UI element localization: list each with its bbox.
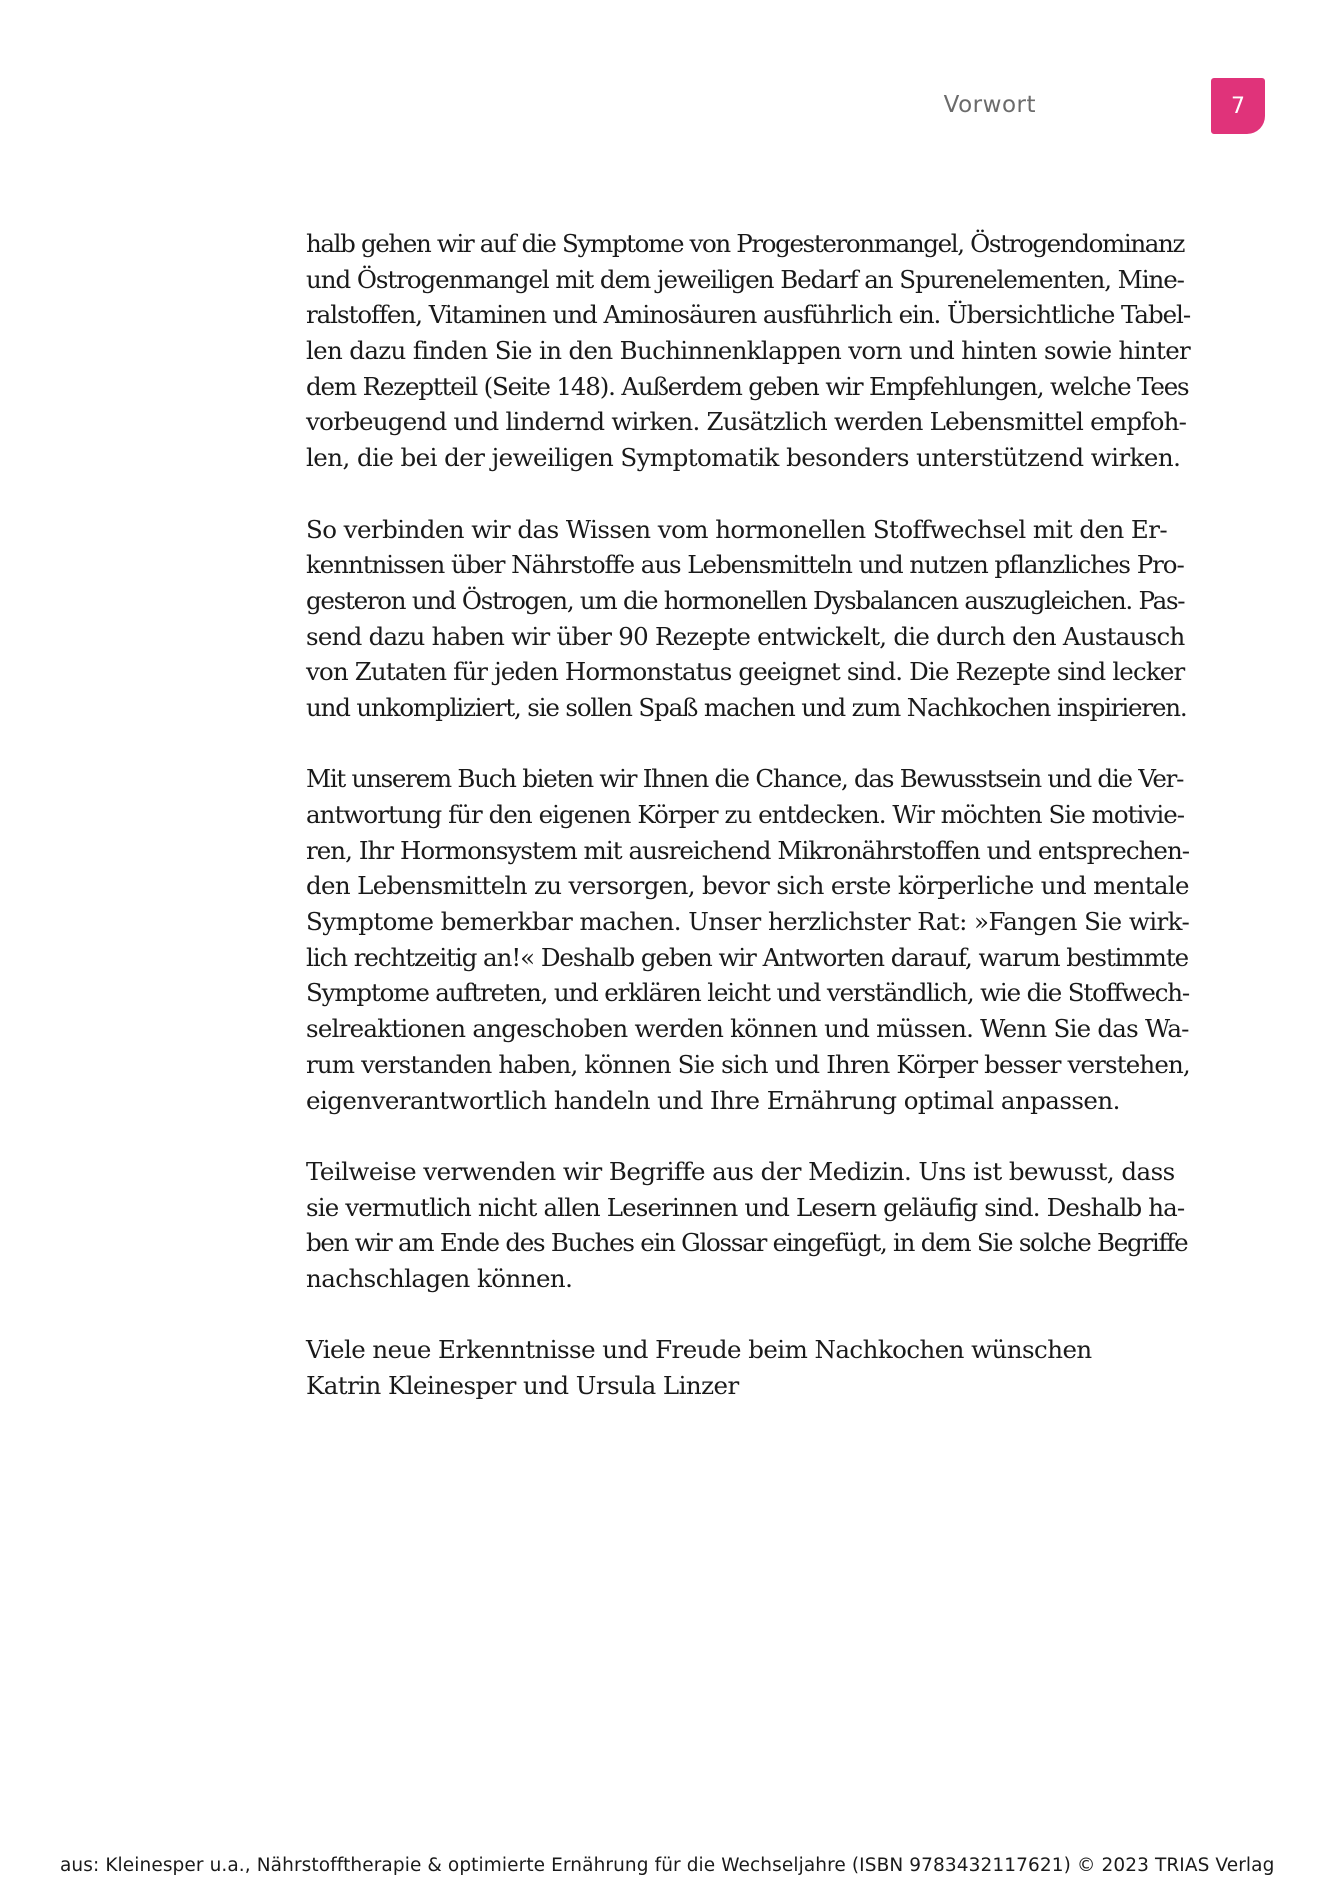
text-line: Teilweise verwenden wir Begriffe aus der Medizin. Uns ist bewusst, dass [306,1156,1175,1186]
text-line: ralstoffen, Vitaminen und Aminosäuren ausführlich ein. Übersichtliche Tabel- [306,300,1191,330]
text-line: So verbinden wir das Wissen vom hormonellen Stoffwechsel mit den Er- [306,514,1168,544]
text-line: rum verstanden haben, können Sie sich und Ihren Körper besser verstehen, [306,1049,1190,1079]
text-line: den Lebensmitteln zu versorgen, bevor sich erste körperliche und mentale [306,871,1189,901]
text-line: eigenverantwortlich handeln und Ihre Ernährung optimal anpassen. [306,1085,1120,1115]
text-line: halb gehen wir auf die Symptome von Progesteronmangel, Östrogendominanz [306,229,1185,258]
text-line: Symptome bemerkbar machen. Unser herzlichster Rat: »Fangen Sie wirk- [306,907,1190,937]
paragraph [306,512,1190,726]
paragraph [306,1332,1190,1403]
text-line: Symptome auftreten, und erklären leicht und verständlich, wie die Stoffwech- [306,978,1190,1008]
body-text [306,226,1190,1404]
text-line: send dazu haben wir über 90 Rezepte entwickelt, die durch den Austausch [306,621,1185,651]
footer-citation: aus: Kleinesper u.a., Nährstofftherapie & optimierte Ernährung für die Wechseljahre (ISBN 9783432117621) © 2023 TRIAS Verlag [60,1855,1275,1876]
paragraph [306,761,1190,1118]
text-line: antwortung für den eigenen Körper zu entdecken. Wir möchten Sie motivie- [306,800,1185,829]
text-line: len, die bei der jeweiligen Symptomatik besonders unterstützend wirken. [306,443,1181,473]
text-line: und Östrogenmangel mit dem jeweiligen Bedarf an Spurenelementen, Mine- [306,264,1184,294]
text-line: dem Rezeptteil (Seite 148). Außerdem geben wir Empfehlungen, welche Tees [306,371,1189,401]
text-line: sie vermutlich nicht allen Leserinnen und Lesern geläufig sind. Deshalb ha- [306,1192,1185,1222]
text-line: und unkompliziert, sie sollen Spaß machen und zum Nachkochen inspirieren. [306,692,1187,722]
text-line: selreaktionen angeschoben werden können und müssen. Wenn Sie das Wa- [306,1014,1189,1044]
text-line: vorbeugend und lindernd wirken. Zusätzlich werden Lebensmittel empfoh- [306,407,1187,437]
text-line: Mit unserem Buch bieten wir Ihnen die Chance, das Bewusstsein und die Ver- [306,764,1184,794]
paragraph [306,226,1190,476]
text-line: lich rechtzeitig an!« Deshalb geben wir Antworten darauf, warum bestimmte [306,942,1189,972]
text-line: Katrin Kleinesper und Ursula Linzer [306,1371,739,1400]
paragraph [306,1154,1190,1297]
text-line: Viele neue Erkenntnisse und Freude beim Nachkochen wünschen [306,1335,1092,1365]
text-line: kenntnissen über Nährstoffe aus Lebensmitteln und nutzen pflanzliches Pro- [306,550,1184,580]
text-line: von Zutaten für jeden Hormonstatus geeignet sind. Die Rezepte sind lecker [306,657,1185,687]
text-line: nachschlagen können. [306,1263,573,1293]
running-header-title: Vorwort [943,92,1036,118]
text-line: ren, Ihr Hormonsystem mit ausreichend Mikronährstoffen und entsprechen- [306,835,1190,865]
text-line: len dazu finden Sie in den Buchinnenklappen vorn und hinten sowie hinter [306,336,1191,366]
text-line: gesteron und Östrogen, um die hormonellen Dysbalancen auszugleichen. Pas- [306,585,1185,615]
text-line: ben wir am Ende des Buches ein Glossar eingefügt, in dem Sie solche Begriffe [306,1228,1188,1258]
page-number-badge: 7 [1211,78,1265,134]
